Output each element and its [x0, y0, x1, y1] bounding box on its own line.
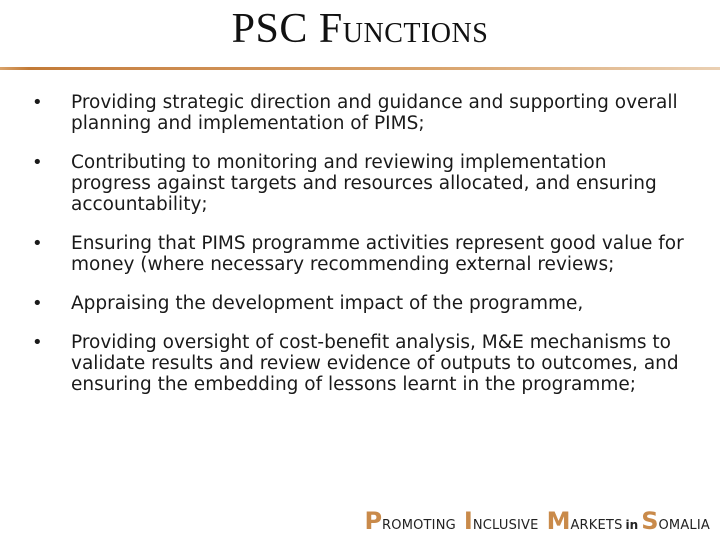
footer-cap: P: [364, 507, 383, 535]
footer-word: OMALIA: [658, 518, 710, 533]
bullet-dot-icon: •: [32, 332, 43, 353]
bullet-dot-icon: •: [32, 152, 43, 173]
bullet-list: [32, 92, 692, 413]
slide-title: [0, 8, 720, 50]
bullet-item: [32, 92, 692, 134]
footer-cap: M: [546, 507, 571, 535]
bullet-dot-icon: •: [32, 92, 43, 113]
footer-word: ROMOTING: [382, 518, 456, 533]
bullet-item: [32, 233, 692, 275]
bullet-text: Appraising the development impact of the programme,: [71, 293, 584, 314]
bullet-item: [32, 152, 692, 215]
footer-word: NCLUSIVE: [472, 518, 539, 533]
title-first: PSC F: [231, 6, 343, 52]
footer-tagline: [364, 507, 710, 535]
footer-connector: in: [625, 518, 639, 532]
bullet-item: [32, 293, 692, 314]
footer-cap: I: [463, 507, 473, 535]
bullet-dot-icon: •: [32, 233, 43, 254]
bullet-dot-icon: •: [32, 293, 43, 314]
bullet-text: Ensuring that PIMS programme activities represent good value for money (where necessary recommending external reviews;: [71, 233, 684, 275]
footer-word: ARKETS: [570, 518, 623, 533]
bullet-item: [32, 332, 692, 395]
bullet-text: Providing oversight of cost-benefit analysis, M&E mechanisms to validate results and review evidence of outputs to outcomes, and ensuring the embedding of lessons learnt in the programme;: [71, 332, 679, 395]
title-rest: UNCTIONS: [342, 18, 489, 49]
bullet-text: Contributing to monitoring and reviewing implementation progress against targets and resources allocated, and ensuring accountability;: [71, 152, 657, 215]
bullet-text: Providing strategic direction and guidance and supporting overall planning and implementation of PIMS;: [71, 92, 678, 134]
title-divider: [0, 67, 720, 70]
footer-cap: S: [641, 507, 659, 535]
